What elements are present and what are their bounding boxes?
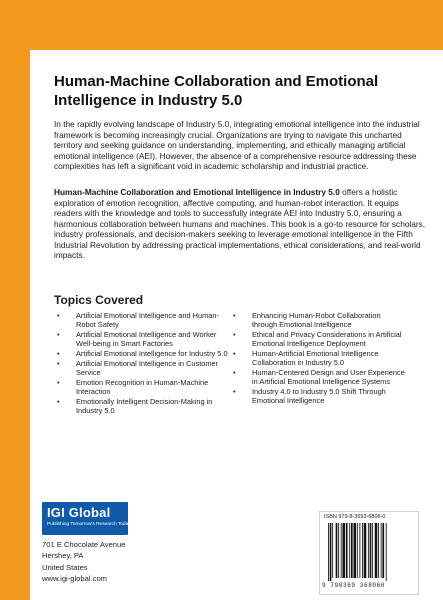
barcode-bar bbox=[354, 523, 357, 578]
publisher-logo bbox=[42, 502, 131, 535]
description-bold-lead: Human-Machine Collaboration and Emotional Intelligence in Industry 5.0 bbox=[54, 187, 340, 197]
barcode-bar bbox=[336, 523, 338, 578]
topic-item bbox=[54, 378, 230, 396]
publisher-website: www.igi-global.com bbox=[42, 574, 107, 584]
topic-item bbox=[230, 330, 406, 348]
barcode-bar bbox=[359, 523, 360, 578]
topics-heading: Topics Covered bbox=[54, 293, 144, 307]
barcode-bar bbox=[330, 523, 332, 581]
topics-list-left bbox=[54, 311, 230, 416]
barcode-bar bbox=[349, 523, 350, 578]
bullet-icon: • bbox=[57, 359, 60, 368]
topic-item bbox=[230, 368, 406, 386]
intro-paragraph: In the rapidly evolving landscape of Industry 5.0, integrating emotional intelligence into the industrial framework is becoming increasingly crucial. Organizations are trying to navigate this uncharted territory and seeking guidance on understanding, implementing, and ethically managing artificial emotional intelligence (AEI). However, the absence of a comprehensive resource addressing these complexities has left a significant void in academic scholarship and industrial practice. bbox=[54, 119, 420, 171]
bullet-icon: • bbox=[233, 387, 236, 396]
topic-text: Enhancing Human-Robot Collaboration through Emotional Intelligence bbox=[252, 311, 381, 329]
isbn-label: ISBN 979-8-3693-6806-0 bbox=[324, 514, 386, 520]
publisher-logo-tagline: Publishing Tomorrow's Research Today bbox=[47, 522, 131, 527]
topic-text: Human-Centered Design and User Experience in Artificial Emotional Intelligence Systems bbox=[252, 368, 405, 386]
address-city: Hershey, PA bbox=[42, 551, 84, 561]
topic-text: Human-Artificial Emotional Intelligence Collaboration in Industry 5.0 bbox=[252, 349, 379, 367]
barcode-bar bbox=[357, 523, 358, 578]
topic-text: Artificial Emotional Intelligence in Customer Service bbox=[76, 359, 219, 377]
barcode-bar bbox=[346, 523, 348, 578]
barcode-bar bbox=[351, 523, 353, 578]
isbn-barcode bbox=[319, 511, 419, 595]
barcode-bar bbox=[382, 523, 384, 578]
bullet-icon: • bbox=[233, 368, 236, 377]
publisher-imprint bbox=[42, 502, 182, 585]
barcode-bar bbox=[338, 523, 339, 578]
description-text: offers a holistic exploration of emotion recognition, affective computing, and human-robot interaction. It equips readers with the knowledge and tools to successfully integrate AEI into Industry 5.0, ensuring a harmonious collaboration between humans and machines. This book is a go-to resource for scholars, industry professionals, and decision-makers seeking to leverage emotional intelligence in the Fifth Industrial Revolution by addressing practical implementations, ethical considerations, and real-world impacts. bbox=[54, 187, 426, 260]
address-street: 701 E Chocolate Avenue bbox=[42, 540, 126, 549]
barcode-bar bbox=[370, 523, 372, 578]
barcode-digits: 9 798369 368060 bbox=[322, 582, 386, 589]
topics-list-right bbox=[230, 311, 406, 406]
barcode-bar bbox=[332, 523, 333, 578]
topic-item bbox=[230, 311, 406, 329]
topic-item bbox=[54, 359, 230, 377]
barcode-bar bbox=[368, 523, 369, 578]
topic-item bbox=[54, 330, 230, 348]
barcode-bar bbox=[341, 523, 342, 578]
topic-item bbox=[54, 349, 230, 358]
topic-item bbox=[230, 387, 406, 405]
bullet-icon: • bbox=[57, 311, 60, 320]
barcode-bar bbox=[381, 523, 382, 578]
topic-text: Ethical and Privacy Considerations in Artificial Emotional Intelligence Deployment bbox=[252, 330, 402, 348]
bullet-icon: • bbox=[233, 349, 236, 358]
barcode-bar bbox=[378, 523, 379, 578]
topic-text: Artificial Emotional Intelligence and Worker Well-being in Smart Factories bbox=[76, 330, 217, 348]
barcode-bars bbox=[328, 523, 410, 581]
description-paragraph bbox=[54, 187, 426, 261]
barcode-bar bbox=[328, 523, 329, 581]
bullet-icon: • bbox=[57, 397, 60, 406]
address-country: United States bbox=[42, 562, 88, 572]
barcode-bar bbox=[372, 523, 373, 578]
publisher-address bbox=[42, 539, 182, 585]
top-accent-band bbox=[0, 0, 443, 50]
barcode-bar bbox=[364, 523, 367, 578]
back-cover-content bbox=[30, 50, 443, 600]
bullet-icon: • bbox=[57, 349, 60, 358]
barcode-bar bbox=[375, 523, 378, 578]
barcode-bar bbox=[362, 523, 363, 578]
topic-text: Artificial Emotional Intelligence and Human-Robot Safety bbox=[76, 311, 219, 329]
book-title: Human-Machine Collaboration and Emotional Intelligence in Industry 5.0 bbox=[54, 73, 379, 109]
topic-item bbox=[54, 311, 230, 329]
topic-text: Emotion Recognition in Human-Machine Interaction bbox=[76, 378, 209, 396]
bullet-icon: • bbox=[233, 311, 236, 320]
bullet-icon: • bbox=[57, 330, 60, 339]
side-accent-bar bbox=[0, 50, 30, 600]
bullet-icon: • bbox=[57, 378, 60, 387]
topic-text: Emotionally Intelligent Decision-Making in Industry 5.0 bbox=[76, 397, 213, 415]
barcode-bar bbox=[386, 523, 387, 581]
topic-text: Artificial Emotional Intelligence for Industry 5.0 bbox=[76, 349, 228, 358]
topic-item bbox=[54, 397, 230, 415]
publisher-logo-name: IGI Global bbox=[47, 505, 111, 520]
bullet-icon: • bbox=[233, 330, 236, 339]
topic-text: Industry 4.0 to Industry 5.0 Shift Through Emotional Intelligence bbox=[252, 387, 386, 405]
topic-item bbox=[230, 349, 406, 367]
barcode-bar bbox=[342, 523, 345, 578]
